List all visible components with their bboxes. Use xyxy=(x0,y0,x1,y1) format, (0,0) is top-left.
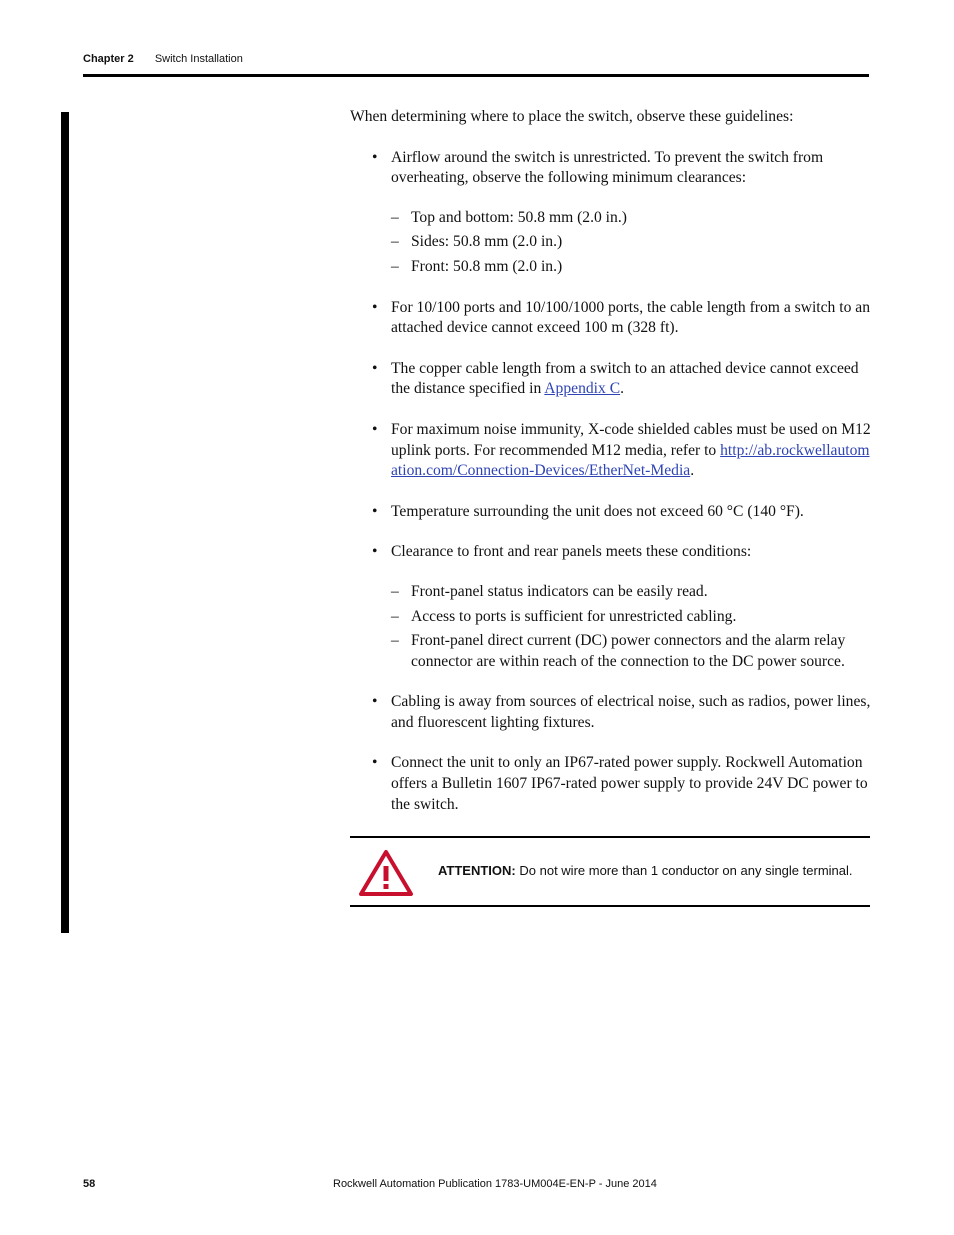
page-number: 58 xyxy=(83,1178,96,1190)
list-item-text-end: . xyxy=(620,380,625,398)
attention-label: ATTENTION: xyxy=(438,863,516,878)
appendix-c-link[interactable]: Appendix C xyxy=(544,380,621,398)
sub-list xyxy=(391,208,872,278)
bullet-icon: • xyxy=(372,298,378,316)
sub-list-item-text: Front: 50.8 mm (2.0 in.) xyxy=(411,257,563,275)
attention-text: Do not wire more than 1 conductor on any single terminal. xyxy=(519,863,853,878)
main-content xyxy=(350,107,872,835)
list-item xyxy=(350,753,872,815)
attention-message xyxy=(438,863,853,878)
warning-triangle-icon xyxy=(358,849,414,897)
page-header xyxy=(83,53,243,65)
sub-list-item-text: Sides: 50.8 mm (2.0 in.) xyxy=(411,233,563,251)
attention-box xyxy=(350,836,870,907)
dash-icon: – xyxy=(391,208,399,226)
sub-list xyxy=(391,582,872,672)
list-item xyxy=(350,502,872,523)
section-title: Switch Installation xyxy=(154,53,243,65)
ethernet-media-link[interactable]: http://ab.rockwellautomation.com/Connection-Devices/EtherNet-Media xyxy=(391,441,870,480)
dash-icon: – xyxy=(391,632,399,650)
intro-paragraph: When determining where to place the switch, observe these guidelines: xyxy=(350,108,794,125)
list-item xyxy=(350,298,872,339)
dash-icon: – xyxy=(391,257,399,275)
sub-list-item xyxy=(391,631,872,672)
dash-icon: – xyxy=(391,582,399,600)
guidelines-list xyxy=(350,148,872,816)
list-item-text: Cabling is away from sources of electrical noise, such as radios, power lines, and fluorescent lighting fixtures. xyxy=(391,693,871,731)
list-item xyxy=(350,359,872,400)
list-item xyxy=(350,692,872,733)
bullet-icon: • xyxy=(372,420,378,438)
publication-info: Rockwell Automation Publication 1783-UM004E-EN-P - June 2014 xyxy=(333,1178,657,1190)
bullet-icon: • xyxy=(372,359,378,377)
list-item xyxy=(350,148,872,278)
sub-list-item xyxy=(391,257,872,278)
list-item-text: Airflow around the switch is unrestricted. To prevent the switch from overheating, observe the following minimum clearances: xyxy=(391,148,824,187)
header-rule xyxy=(83,74,869,77)
dash-icon: – xyxy=(391,233,399,251)
bullet-icon: • xyxy=(372,543,378,561)
list-item-text: For maximum noise immunity, X-code shielded cables must be used on M12 uplink ports. For recommended M12 media, refer to xyxy=(391,420,871,459)
list-item-text: Connect the unit to only an IP67-rated power supply. Rockwell Automation offers a Bulletin 1607 IP67-rated power supply to provide 24V DC power to the switch. xyxy=(391,754,868,813)
list-item-text: Clearance to front and rear panels meets these conditions: xyxy=(391,543,752,561)
list-item-text: Temperature surrounding the unit does not exceed 60 °C (140 °F). xyxy=(391,502,804,520)
sub-list-item xyxy=(391,232,872,253)
list-item-text-end: . xyxy=(690,462,695,480)
chapter-label: Chapter 2 xyxy=(83,53,134,65)
sub-list-item xyxy=(391,208,872,229)
bullet-icon: • xyxy=(372,502,378,520)
sub-list-item-text: Top and bottom: 50.8 mm (2.0 in.) xyxy=(411,208,627,226)
sub-list-item-text: Access to ports is sufficient for unrestricted cabling. xyxy=(411,607,737,625)
sub-list-item-text: Front-panel direct current (DC) power connectors and the alarm relay connector are within reach of the connection to the DC power source. xyxy=(411,632,846,670)
list-item xyxy=(350,542,872,672)
dash-icon: – xyxy=(391,607,399,625)
bullet-icon: • xyxy=(372,693,378,711)
bullet-icon: • xyxy=(372,148,378,166)
sub-list-item-text: Front-panel status indicators can be easily read. xyxy=(411,582,708,600)
bullet-icon: • xyxy=(372,754,378,772)
list-item xyxy=(350,420,872,482)
change-bar xyxy=(61,112,69,933)
sub-list-item xyxy=(391,582,872,603)
list-item-text: For 10/100 ports and 10/100/1000 ports, the cable length from a switch to an attached device cannot exceed 100 m (328 ft). xyxy=(391,298,870,337)
list-item-text: The copper cable length from a switch to an attached device cannot exceed the distance specified in xyxy=(391,359,859,398)
sub-list-item xyxy=(391,607,872,628)
